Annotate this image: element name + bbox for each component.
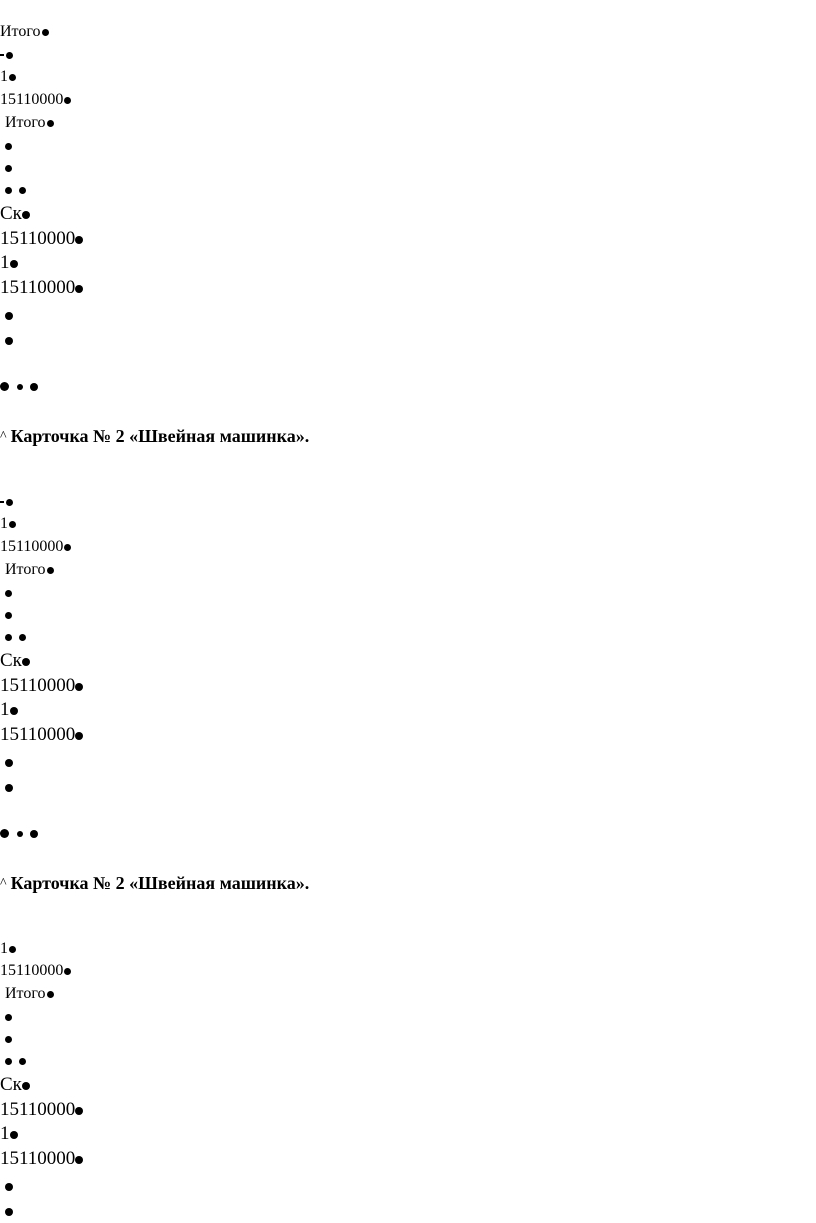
bullet-icon bbox=[47, 991, 54, 998]
bullet-icon bbox=[5, 612, 12, 619]
list-item bbox=[0, 92, 71, 108]
list-item bbox=[0, 494, 13, 510]
bullet-icon bbox=[0, 829, 9, 838]
list-item-text: 1 bbox=[0, 699, 10, 720]
bullet-icon bbox=[5, 143, 12, 150]
list-item bbox=[0, 941, 16, 957]
bullet-row bbox=[0, 376, 38, 395]
dash-mark bbox=[0, 501, 4, 503]
heading-text: Карточка № 2 «Швейная машинка». bbox=[10, 426, 310, 446]
list-item bbox=[0, 47, 13, 63]
bullet-icon bbox=[17, 831, 23, 837]
bullet-icon bbox=[75, 285, 83, 293]
bullet-icon bbox=[17, 384, 23, 390]
list-item bbox=[5, 1176, 13, 1195]
list-item-text: 1 bbox=[0, 252, 10, 273]
bullet-icon bbox=[5, 337, 13, 345]
list-item bbox=[4, 182, 26, 198]
list-item bbox=[4, 138, 12, 154]
list-item-text: Итого bbox=[5, 114, 46, 131]
bullet-icon bbox=[42, 29, 49, 36]
bullet-icon bbox=[22, 658, 30, 666]
bullet-icon bbox=[10, 260, 18, 268]
bullet-icon bbox=[5, 1036, 12, 1043]
list-item bbox=[4, 1053, 26, 1069]
bullet-icon bbox=[6, 52, 13, 59]
caret-mark: ^ bbox=[0, 429, 7, 444]
list-item bbox=[0, 229, 83, 248]
bullet-icon bbox=[5, 590, 12, 597]
bullet-icon bbox=[9, 946, 16, 953]
list-item bbox=[4, 585, 12, 601]
list-item-text: 1 bbox=[0, 68, 8, 85]
list-item-text: Итого bbox=[5, 985, 46, 1002]
bullet-icon bbox=[10, 707, 18, 715]
bullet-icon bbox=[5, 784, 13, 792]
dash-mark bbox=[0, 54, 4, 56]
list-item bbox=[5, 1201, 13, 1220]
list-item-text: 1 bbox=[0, 1123, 10, 1144]
bullet-icon bbox=[75, 236, 83, 244]
list-item bbox=[5, 305, 13, 324]
bullet-icon bbox=[10, 1131, 18, 1139]
list-item-text: Ск bbox=[0, 1074, 22, 1095]
list-item bbox=[0, 253, 18, 272]
list-item bbox=[0, 204, 30, 223]
list-item bbox=[4, 160, 12, 176]
bullet-icon bbox=[9, 74, 16, 81]
list-item bbox=[0, 69, 16, 85]
bullet-icon bbox=[22, 211, 30, 219]
bullet-icon bbox=[64, 968, 71, 975]
list-item-text: Ск bbox=[0, 203, 22, 224]
list-item-text: Итого bbox=[0, 23, 41, 40]
list-item bbox=[5, 330, 13, 349]
bullet-icon bbox=[47, 120, 54, 127]
bullet-icon bbox=[64, 544, 71, 551]
list-item-text: 15110000 bbox=[0, 962, 64, 979]
bullet-icon bbox=[75, 683, 83, 691]
list-item bbox=[4, 629, 26, 645]
list-item bbox=[0, 278, 83, 297]
bullet-icon bbox=[75, 1156, 83, 1164]
bullet-icon bbox=[75, 732, 83, 740]
bullet-icon bbox=[6, 499, 13, 506]
list-item-text: 15110000 bbox=[0, 277, 76, 298]
list-item bbox=[0, 24, 49, 40]
list-item bbox=[5, 986, 54, 1002]
bullet-icon bbox=[19, 634, 26, 641]
list-item bbox=[4, 607, 12, 623]
bullet-icon bbox=[5, 312, 13, 320]
bullet-icon bbox=[19, 187, 26, 194]
list-item-text: 15110000 bbox=[0, 228, 76, 249]
list-item bbox=[4, 1009, 12, 1025]
bullet-icon bbox=[30, 830, 38, 838]
bullet-icon bbox=[5, 1058, 12, 1065]
list-item-text: 15110000 bbox=[0, 91, 64, 108]
list-item bbox=[5, 115, 54, 131]
list-item-text: 15110000 bbox=[0, 538, 64, 555]
heading-text: Карточка № 2 «Швейная машинка». bbox=[10, 873, 310, 893]
list-item bbox=[5, 752, 13, 771]
list-item-text: 1 bbox=[0, 515, 8, 532]
list-item bbox=[0, 1075, 30, 1094]
bullet-icon bbox=[5, 165, 12, 172]
bullet-icon bbox=[22, 1082, 30, 1090]
list-item bbox=[5, 777, 13, 796]
list-item bbox=[5, 562, 54, 578]
list-item bbox=[0, 676, 83, 695]
list-item bbox=[0, 539, 71, 555]
bullet-row bbox=[0, 823, 38, 842]
bullet-icon bbox=[5, 759, 13, 767]
bullet-icon bbox=[47, 567, 54, 574]
list-item-text: 15110000 bbox=[0, 675, 76, 696]
card-heading bbox=[0, 426, 309, 447]
list-item bbox=[0, 963, 71, 979]
list-item-text: 15110000 bbox=[0, 1148, 76, 1169]
bullet-icon bbox=[30, 383, 38, 391]
bullet-icon bbox=[5, 634, 12, 641]
list-item bbox=[0, 700, 18, 719]
bullet-icon bbox=[0, 382, 9, 391]
list-item-text: 1 bbox=[0, 940, 8, 957]
bullet-icon bbox=[64, 97, 71, 104]
caret-mark: ^ bbox=[0, 876, 7, 891]
list-item bbox=[0, 651, 30, 670]
list-item-text: 15110000 bbox=[0, 724, 76, 745]
bullet-icon bbox=[5, 1014, 12, 1021]
list-item bbox=[4, 1031, 12, 1047]
list-item-text: Ск bbox=[0, 650, 22, 671]
bullet-icon bbox=[5, 187, 12, 194]
bullet-icon bbox=[9, 521, 16, 528]
bullet-icon bbox=[19, 1058, 26, 1065]
list-item-text: 15110000 bbox=[0, 1099, 76, 1120]
list-item bbox=[0, 1124, 18, 1143]
list-item bbox=[0, 1100, 83, 1119]
list-item bbox=[0, 1149, 83, 1168]
list-item bbox=[0, 725, 83, 744]
list-item bbox=[0, 516, 16, 532]
bullet-icon bbox=[5, 1183, 13, 1191]
list-item-text: Итого bbox=[5, 561, 46, 578]
bullet-icon bbox=[5, 1208, 13, 1216]
bullet-icon bbox=[75, 1107, 83, 1115]
card-heading bbox=[0, 873, 309, 894]
